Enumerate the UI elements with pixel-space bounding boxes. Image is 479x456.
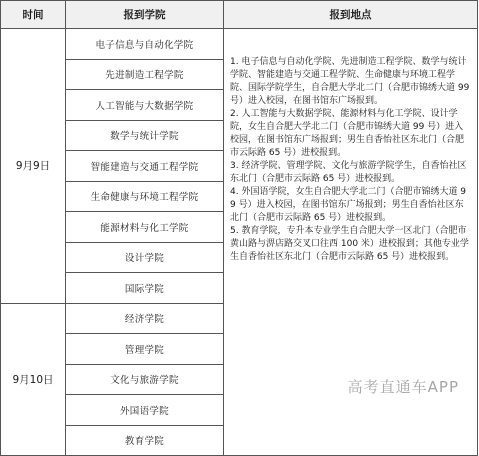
college-cell: 国际学院 xyxy=(66,273,224,304)
college-cell: 生命健康与环境工程学院 xyxy=(66,181,224,212)
watermark: 高考直通车APP xyxy=(347,378,459,396)
location-item-1: 1. 电子信息与自动化学院、先进制造工程学院、数学与统计学院、智能建造与交通工程学院、生命健康与环境工程学院、国际学院学生，自合肥大学北二门（合肥市锦绣大道 99 号）进入校园，在图书馆东广场报到。 xyxy=(230,57,470,106)
college-cell: 电子信息与自动化学院 xyxy=(66,29,224,60)
college-cell: 能源材料与化工学院 xyxy=(66,212,224,243)
college-cell: 教育学院 xyxy=(66,425,224,456)
header-location: 报到地点 xyxy=(224,1,478,29)
location-item-3: 3. 经济学院、管理学院、文化与旅游学院学生，自香怡社区东北门（合肥市云际路 65 号）进校报到。 xyxy=(230,161,467,184)
college-cell: 经济学院 xyxy=(66,303,224,334)
header-time: 时间 xyxy=(1,1,66,29)
college-cell: 管理学院 xyxy=(66,334,224,365)
location-item-5: 5. 教育学院，专升本专业学生自合肥大学一区北门（合肥市黄山路与淠店路交叉口往西 100 米）进校报到；其他专业学生自香怡社区东北门（合肥市云际路 65 号）进校报到。 xyxy=(230,226,469,262)
college-cell: 数学与统计学院 xyxy=(66,120,224,151)
college-cell: 先进制造工程学院 xyxy=(66,59,224,90)
date-day1: 9月9日 xyxy=(1,29,66,304)
table-row xyxy=(1,29,478,60)
location-item-2: 2. 人工智能与大数据学院、能源材料与化工学院、设计学院，女生自合肥大学北二门（合肥市锦绣大道 99 号）进入校园，在图书馆东广场报到；男生自香怡社区东北门（合肥市云际路 65 号）进校报到。 xyxy=(230,109,465,158)
location-item-4: 4. 外国语学院，女生自合肥大学北二门（合肥市锦绣大道 99 号）进入校园，在图书馆东广场报到；男生自香怡社区东北门（合肥市云际路 65 号）进校报到。 xyxy=(230,187,467,223)
college-cell: 人工智能与大数据学院 xyxy=(66,90,224,121)
college-cell: 设计学院 xyxy=(66,242,224,273)
college-cell: 文化与旅游学院 xyxy=(66,364,224,395)
header-row xyxy=(1,1,478,29)
college-cell: 智能建造与交通工程学院 xyxy=(66,151,224,182)
date-day2: 9月10日 xyxy=(1,303,66,456)
college-cell: 外国语学院 xyxy=(66,395,224,426)
header-college: 报到学院 xyxy=(66,1,224,29)
